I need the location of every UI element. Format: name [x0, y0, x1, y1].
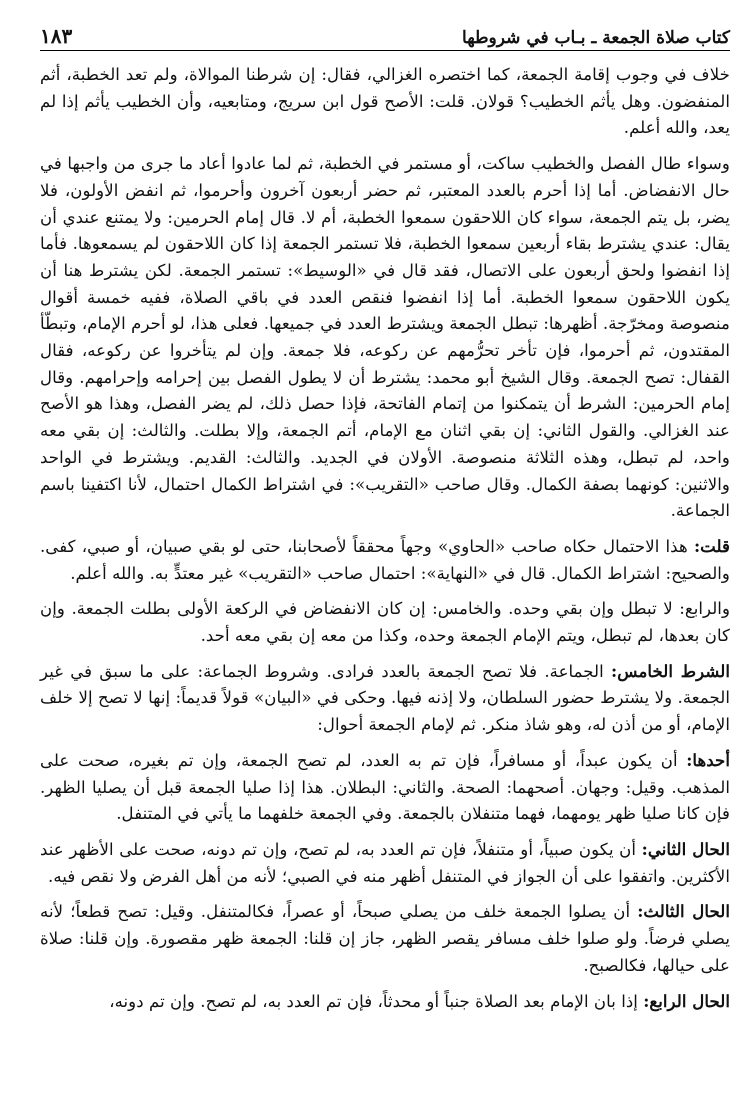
paragraph-text: والرابع: لا تبطل وإن بقي وحده. والخامس: إن كان الانفضاض في الركعة الأولى بطلت الجمعة. وإن كان بعدها، لم تبطل، ويتم الإمام الجمعة وحده، وكذا من معه إن بقي معه أحد.	[40, 598, 730, 646]
paragraph-text: خلاف في وجوب إقامة الجمعة، كما اختصره الغزالي، فقال: إن شرطنا الموالاة، ولم تعد الخطبة، أثم المنفضون. وهل يأثم الخطيب؟ قولان. قلت: الأصح قول ابن سريج، ومتابعيه، وأن الخطيب يأثم إذا لم يعد، والله أعلم.	[40, 64, 730, 138]
paragraph-lead: الحال الرابع:	[643, 990, 730, 1011]
paragraph-text: أن يصلوا الجمعة خلف من يصلي صبحاً، أو عصراً، فكالمتنفل. وقيل: تصح قطعاً؛ لأنه يصلي فرضاً. ولو صلوا خلف مسافر يقصر الظهر، جاز إن قلنا: الجمعة ظهر مقصورة. وإن قلنا: صلاة على حيالها، فكالصبح.	[40, 901, 730, 975]
paragraph	[40, 658, 730, 738]
page-header	[40, 18, 730, 51]
paragraph-text: هذا الاحتمال حكاه صاحب «الحاوي» وجهاً محققاً لأصحابنا، حتى لو بقي صبيان، أو صبي، كفى. والصحيح: اشتراط الكمال. قال في «النهاية»: احتمال صاحب «التقريب» غير معتدٍّ به. والله أعلم.	[40, 535, 730, 583]
page-body	[40, 61, 730, 1014]
paragraph-text: أن يكون عبداً، أو مسافراً، فإن تم به العدد، لم تصح الجمعة، وإن تم بغيره، صحت على المذهب. وقيل: وجهان. أصحهما: الصحة. والثاني: البطلان. هذا إذا صليا الجمعة قبل أن يصليا الظهر. فإن كانا صليا ظهر يومهما، فهما متنفلان بالجمعة. وفي الجمعة خلفهما ما يأتي في المتنفل.	[40, 749, 730, 824]
paragraph-lead: الحال الثاني:	[641, 838, 730, 859]
paragraph	[40, 988, 730, 1015]
paragraph-lead: أحدها:	[686, 749, 730, 770]
paragraph	[40, 898, 730, 978]
paragraph	[40, 595, 730, 648]
paragraph-text: وسواء طال الفصل والخطيب ساكت، أو مستمر في الخطبة، ثم لما عادوا أعاد ما جرى من واجبها في حال الانفضاض. أما إذا أحرم بالعدد المعتبر، ثم حضر أربعون آخرون وأحرموا، ثم انفض الأولون، فلا يضر، بل يتم الجمعة، سواء كان اللاحقون سمعوا الخطبة، أم لا. قال إمام الحرمين: ولا يمتنع عندي أن يقال: عندي يشترط بقاء أربعين سمعوا الخطبة، فلا تستمر الجمعة إذا كان اللاحقون لم يسمعوها. فأما إذا انفضوا ولحق أربعون على الاتصال، فقد قال في «الوسيط»: تستمر الجمعة. لكن يشترط هنا أن يكون اللاحقون سمعوا الخطبة. أما إذا انفضوا فنقص العدد في باقي الصلاة، ففيه خمسة أقوال منصوصة ومخرّجة. أظهرها: تبطل الجمعة ويشترط العدد في جميعها. فعلى هذا، لو أحرم الإمام، وتبطّأ المقتدون، ثم أحرموا، فإن تأخر تحرُّمهم عن ركوعه، فلا جمعة. وإن لم يتأخروا عن ركوعه، فقال القفال: تصح الجمعة. وقال الشيخ أبو محمد: يشترط أن لا يطول الفصل بين إحرامه وإحرامهم. وقال إمام الحرمين: الشرط أن يتمكنوا من إتمام الفاتحة، فإذا حصل ذلك، لم يضر الفصل، وهذا هو الأصح عند الغزالي. والقول الثاني: إن بقي اثنان مع الإمام، أتم الجمعة، وإلا بطلت. والثالث: إن بقي معه واحد، لم تبطل، وهذه الثلاثة منصوصة. الأولان في الجديد. والثالث: القديم. ويشترط في الواحد والاثنين: كونهما بصفة الكمال. وقال صاحب «التقريب»: في اشتراط الكمال احتمال، لأنا اكتفينا باسم الجماعة.	[40, 153, 730, 521]
paragraph	[40, 61, 730, 141]
paragraph	[40, 836, 730, 889]
paragraph-text: إذا بان الإمام بعد الصلاة جنباً أو محدثاً، فإن تم العدد به، لم تصح. وإن تم دونه،	[109, 990, 644, 1011]
running-title: كتاب صلاة الجمعة ـ بـاب في شروطها	[462, 28, 730, 48]
paragraph-text: الجماعة. فلا تصح الجمعة بالعدد فرادى. وشروط الجماعة: على ما سبق في غير الجمعة. ولا يشترط حضور السلطان، ولا إذنه فيها. وحكى في «البيان» قولاً قديماً: إنها لا تصح إلا خلف الإمام، أو من أذن له، وهو شاذ منكر. ثم لإمام الجمعة أحوال:	[40, 660, 730, 735]
paragraph	[40, 150, 730, 524]
paragraph-lead: الشرط الخامس:	[611, 660, 731, 681]
book-page	[40, 18, 730, 1088]
paragraph-lead: الحال الثالث:	[637, 901, 730, 922]
paragraph	[40, 533, 730, 586]
paragraph-lead: قلت:	[693, 535, 730, 556]
paragraph	[40, 747, 730, 827]
paragraph-text: أن يكون صبياً، أو متنفلاً، فإن تم العدد به، لم تصح، وإن تم دونه، صحت على الأظهر عند الأكثرين. واتفقوا على أن الجواز في المتنفل أظهر منه في الصبي؛ لأنه من أهل الفرض ولا نقص فيه.	[40, 838, 730, 886]
page-number: ١٨٣	[40, 24, 73, 48]
